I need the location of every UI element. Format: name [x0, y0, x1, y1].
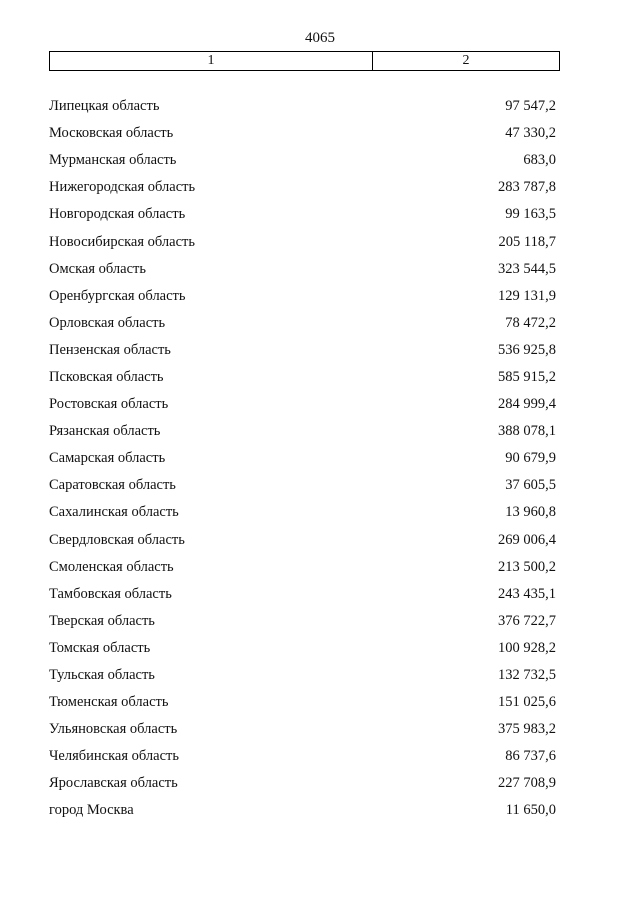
table-row	[49, 716, 556, 743]
region-value: 213 500,2	[498, 558, 556, 575]
table-row	[49, 147, 556, 174]
region-value: 388 078,1	[498, 423, 556, 440]
region-name: Ульяновская область	[49, 721, 178, 738]
region-value: 37 605,5	[505, 477, 556, 494]
page-number: 4065	[305, 30, 335, 46]
region-name: Орловская область	[49, 314, 166, 331]
table-row	[49, 120, 556, 147]
table-row	[49, 256, 556, 283]
region-name: Свердловская область	[49, 531, 185, 548]
region-name: город Москва	[49, 802, 134, 819]
region-name: Липецкая область	[49, 98, 160, 115]
region-name: Ростовская область	[49, 396, 169, 413]
region-value: 227 708,9	[498, 775, 556, 792]
table-row	[49, 527, 556, 554]
region-name: Сахалинская область	[49, 504, 179, 521]
region-value: 129 131,9	[498, 287, 556, 304]
region-name: Оренбургская область	[49, 287, 186, 304]
region-value: 283 787,8	[498, 179, 556, 196]
region-name: Самарская область	[49, 450, 166, 467]
region-name: Пензенская область	[49, 341, 171, 358]
region-value: 151 025,6	[498, 694, 556, 711]
region-value: 205 118,7	[498, 233, 556, 250]
table-row	[49, 283, 556, 310]
table-row	[49, 310, 556, 337]
table-body	[49, 93, 556, 825]
table-row	[49, 418, 556, 445]
table-row	[49, 201, 556, 228]
region-value: 13 960,8	[505, 504, 556, 521]
region-name: Ярославская область	[49, 775, 178, 792]
region-value: 97 547,2	[505, 98, 556, 115]
table-row	[49, 635, 556, 662]
region-value: 284 999,4	[498, 396, 556, 413]
region-value: 243 435,1	[498, 585, 556, 602]
region-name: Тверская область	[49, 612, 155, 629]
table-row	[49, 662, 556, 689]
region-name: Смоленская область	[49, 558, 174, 575]
region-value: 269 006,4	[498, 531, 556, 548]
region-name: Тульская область	[49, 667, 155, 684]
column-header-1: 1	[50, 52, 373, 70]
region-name: Новосибирская область	[49, 233, 195, 250]
table-row	[49, 472, 556, 499]
region-name: Рязанская область	[49, 423, 161, 440]
region-value: 78 472,2	[505, 314, 556, 331]
region-name: Мурманская область	[49, 152, 177, 169]
region-value: 47 330,2	[505, 125, 556, 142]
table-row	[49, 554, 556, 581]
region-value: 90 679,9	[505, 450, 556, 467]
region-value: 11 650,0	[505, 802, 556, 819]
region-name: Тамбовская область	[49, 585, 172, 602]
region-value: 99 163,5	[505, 206, 556, 223]
region-name: Тюменская область	[49, 694, 169, 711]
region-name: Томская область	[49, 639, 151, 656]
column-header-2: 2	[462, 53, 470, 68]
region-name: Челябинская область	[49, 748, 179, 765]
table-row	[49, 337, 556, 364]
table-row	[49, 364, 556, 391]
table-row	[49, 228, 556, 255]
table-row	[49, 445, 556, 472]
table-row	[49, 174, 556, 201]
table-row	[49, 608, 556, 635]
region-value: 132 732,5	[498, 667, 556, 684]
table-row	[49, 689, 556, 716]
region-name: Омская область	[49, 260, 146, 277]
region-name: Нижегородская область	[49, 179, 196, 196]
table-row	[49, 581, 556, 608]
region-name: Новгородская область	[49, 206, 186, 223]
region-value: 86 737,6	[505, 748, 556, 765]
region-value: 323 544,5	[498, 260, 556, 277]
table-row	[49, 93, 556, 120]
region-value: 376 722,7	[498, 612, 556, 629]
table-row	[49, 797, 556, 824]
region-value: 585 915,2	[498, 368, 556, 385]
region-name: Саратовская область	[49, 477, 176, 494]
region-value: 683,0	[523, 152, 556, 169]
region-name: Псковская область	[49, 368, 164, 385]
table-row	[49, 391, 556, 418]
region-name: Московская область	[49, 125, 174, 142]
table-row	[49, 743, 556, 770]
region-value: 536 925,8	[498, 341, 556, 358]
region-value: 375 983,2	[498, 721, 556, 738]
table-row	[49, 770, 556, 797]
table-header	[49, 51, 560, 71]
region-value: 100 928,2	[498, 639, 556, 656]
table-row	[49, 499, 556, 526]
